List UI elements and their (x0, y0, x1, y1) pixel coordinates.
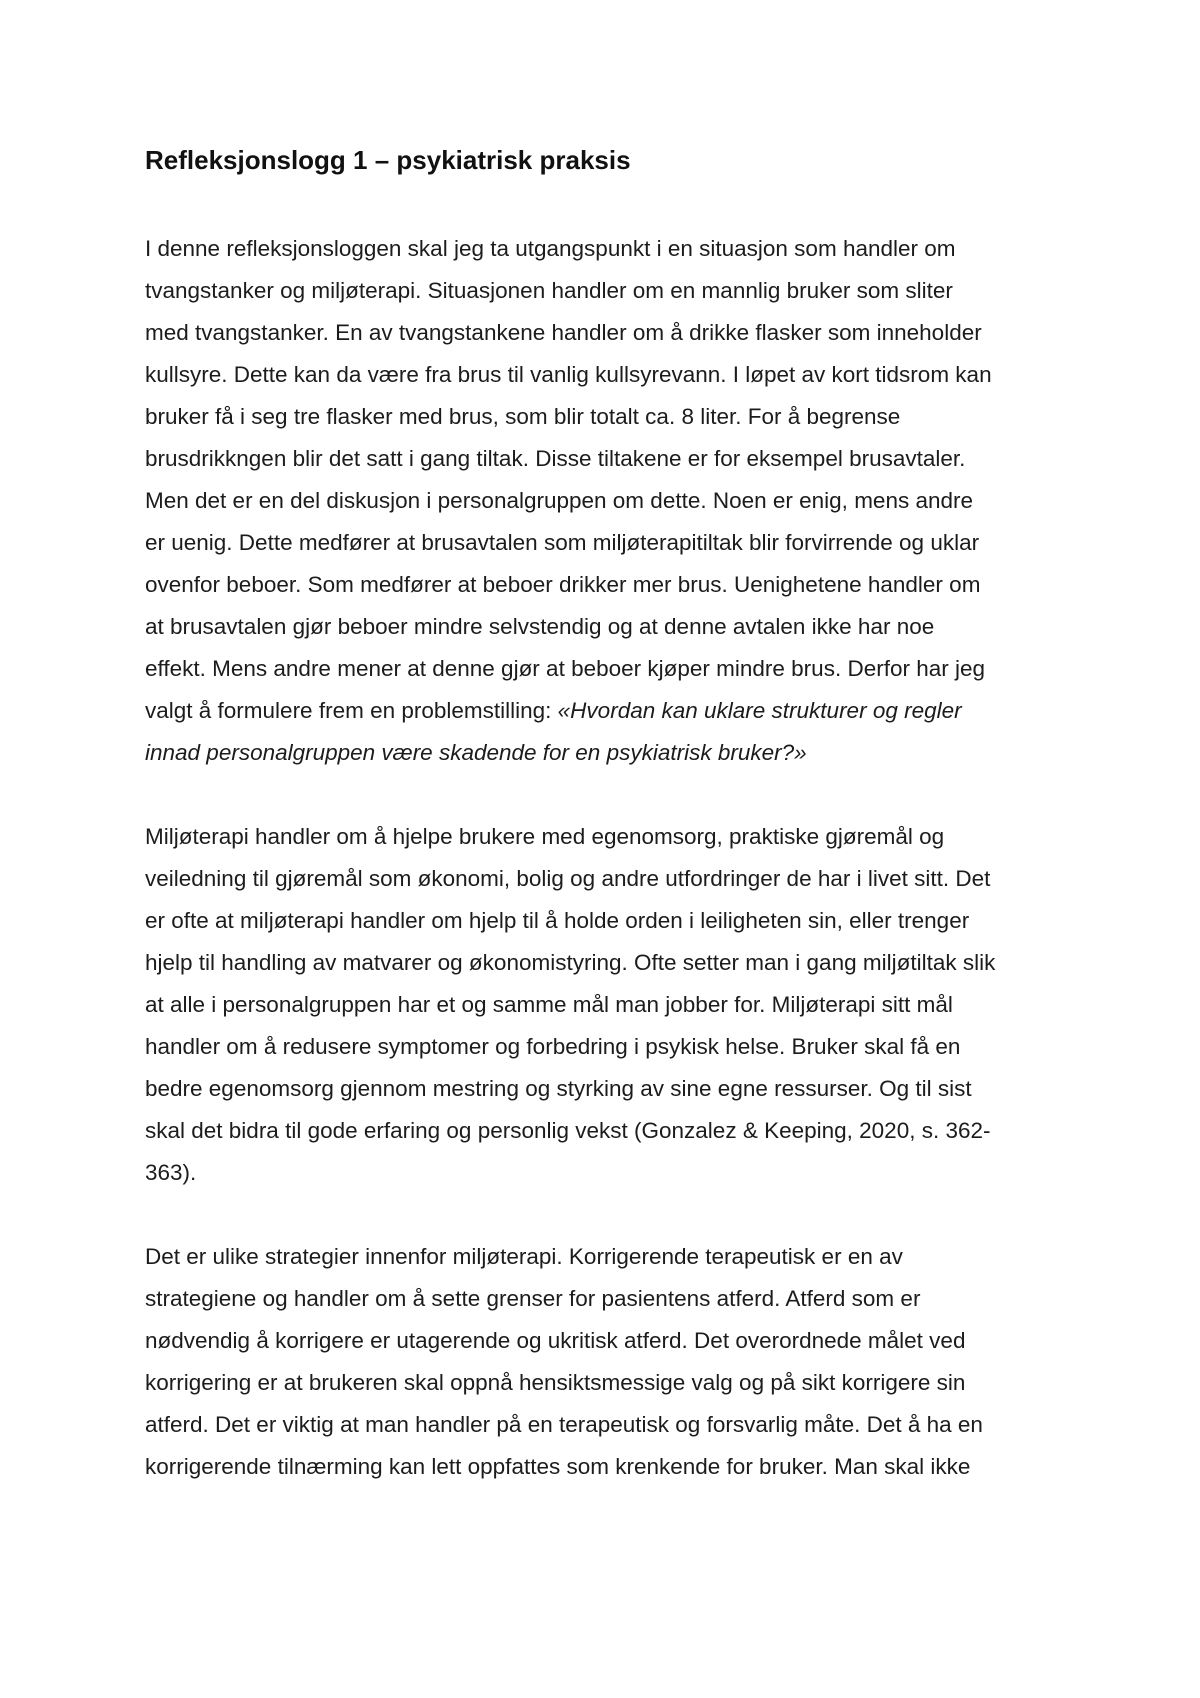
research-question-part-2: innad personalgruppen være skadende for en psykiatrisk bruker?» (145, 740, 807, 765)
problem-intro-text: valgt å formulere frem en problemstilling: (145, 698, 558, 723)
paragraph-1 (145, 228, 1075, 774)
text-line: effekt. Mens andre mener at denne gjør at beboer kjøper mindre brus. Derfor har jeg (145, 656, 986, 681)
text-line: med tvangstanker. En av tvangstankene handler om å drikke flasker som inneholder (145, 320, 982, 345)
text-line: tvangstanker og miljøterapi. Situasjonen handler om en mannlig bruker som sliter (145, 278, 953, 303)
text-line: at alle i personalgruppen har et og samme mål man jobber for. Miljøterapi sitt mål (145, 992, 953, 1017)
text-line: korrigering er at brukeren skal oppnå hensiktsmessige valg og på sikt korrigere sin (145, 1370, 966, 1395)
text-line: Det er ulike strategier innenfor miljøterapi. Korrigerende terapeutisk er en av (145, 1244, 903, 1269)
text-line: hjelp til handling av matvarer og økonomistyring. Ofte setter man i gang miljøtiltak slik (145, 950, 996, 975)
text-line: er uenig. Dette medfører at brusavtalen som miljøterapitiltak blir forvirrende og uklar (145, 530, 980, 555)
document-body (145, 142, 1075, 1488)
text-line-mixed (145, 690, 1075, 732)
text-line: bedre egenomsorg gjennom mestring og styrking av sine egne ressurser. Og til sist (145, 1076, 972, 1101)
text-line: handler om å redusere symptomer og forbedring i psykisk helse. Bruker skal få en (145, 1034, 961, 1059)
text-line: ovenfor beboer. Som medfører at beboer drikker mer brus. Uenighetene handler om (145, 572, 981, 597)
text-line: atferd. Det er viktig at man handler på en terapeutisk og forsvarlig måte. Det å ha en (145, 1412, 983, 1437)
text-line: nødvendig å korrigere er utagerende og ukritisk atferd. Det overordnede målet ved (145, 1328, 966, 1353)
text-line: brusdrikkngen blir det satt i gang tiltak. Disse tiltakene er for eksempel brusavtaler. (145, 446, 966, 471)
text-line: 363). (145, 1160, 197, 1185)
paragraph-2 (145, 816, 1075, 1194)
text-line: veiledning til gjøremål som økonomi, bolig og andre utfordringer de har i livet sitt. Det (145, 866, 991, 891)
text-line: at brusavtalen gjør beboer mindre selvstendig og at denne avtalen ikke har noe (145, 614, 935, 639)
text-line: skal det bidra til gode erfaring og personlig vekst (Gonzalez & Keeping, 2020, s. 362- (145, 1118, 991, 1143)
text-line: Miljøterapi handler om å hjelpe brukere med egenomsorg, praktiske gjøremål og (145, 824, 945, 849)
text-line: er ofte at miljøterapi handler om hjelp til å holde orden i leiligheten sin, eller trenger (145, 908, 970, 933)
document-title: Refleksjonslogg 1 – psykiatrisk praksis (145, 145, 631, 175)
research-question-part-1: «Hvordan kan uklare strukturer og regler (557, 698, 962, 723)
text-line: bruker få i seg tre flasker med brus, som blir totalt ca. 8 liter. For å begrense (145, 404, 901, 429)
text-line: I denne refleksjonsloggen skal jeg ta utgangspunkt i en situasjon som handler om (145, 236, 956, 261)
text-line: strategiene og handler om å sette grenser for pasientens atferd. Atferd som er (145, 1286, 921, 1311)
text-line: Men det er en del diskusjon i personalgruppen om dette. Noen er enig, mens andre (145, 488, 974, 513)
text-line-italic (145, 732, 1075, 774)
text-line: korrigerende tilnærming kan lett oppfattes som krenkende for bruker. Man skal ikke (145, 1454, 971, 1479)
text-line: kullsyre. Dette kan da være fra brus til vanlig kullsyrevann. I løpet av kort tidsrom kan (145, 362, 992, 387)
paragraph-3 (145, 1236, 1075, 1488)
